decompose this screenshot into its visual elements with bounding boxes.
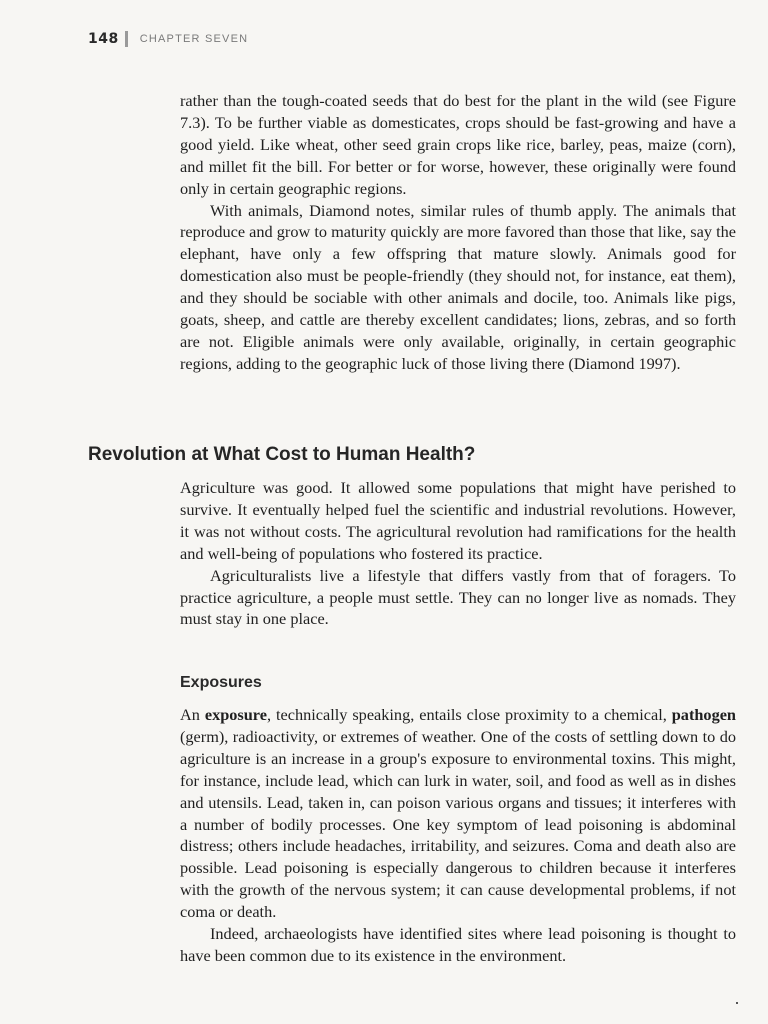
- paragraph: [180, 704, 736, 923]
- subsection-text: [180, 704, 736, 967]
- key-term-pathogen: pathogen: [671, 705, 736, 724]
- page-number: 148: [88, 31, 119, 47]
- section-heading: Revolution at What Cost to Human Health?: [88, 444, 476, 465]
- scan-mark: [736, 1002, 738, 1004]
- paragraph: Agriculture was good. It allowed some populations that might have perished to survive. It eventually helped fuel the scientific and industrial revolutions. However, it was not without costs. The agricultural revolution had ramifications for the health and well-being of populations who fostered its practice.: [180, 478, 736, 563]
- header-divider: [125, 31, 128, 47]
- chapter-label: CHAPTER SEVEN: [139, 33, 249, 45]
- section-text: [180, 477, 736, 630]
- subsection-heading: Exposures: [180, 674, 262, 691]
- paragraph: With animals, Diamond notes, similar rules of thumb apply. The animals that reproduce and grow to maturity quickly are more favored than those that like, say the elephant, have only a few offspring that mature slowly. Animals good for domestication also must be people-friendly (they should not, for instance, eat them), and they should be sociable with other animals and docile, too. Animals like pigs, goats, sheep, and cattle are thereby excellent candidates; lions, zebras, and so forth are not. Eligible animals were only available, originally, in certain geographic regions, adding to the geographic luck of those living there (Diamond 1997).: [180, 200, 736, 373]
- paragraph: Indeed, archaeologists have identified sites where lead poisoning is thought to have been common due to its existence in the environment.: [180, 924, 736, 965]
- running-head: [88, 31, 248, 47]
- text-run: An: [180, 705, 205, 724]
- paragraph: Agriculturalists live a lifestyle that differs vastly from that of foragers. To practice agriculture, a people must settle. They can no longer live as nomads. They must stay in one place.: [180, 565, 736, 629]
- key-term-exposure: exposure: [204, 705, 267, 724]
- continued-text: [180, 90, 736, 375]
- paragraph: rather than the tough-coated seeds that do best for the plant in the wild (see Figure 7.3). To be further viable as domesticates, crops should be fast-growing and have a good yield. Like wheat, other seed grain crops like rice, barley, peas, maize (corn), and millet fit the bill. For better or for worse, however, these originally were found only in certain geographic regions.: [180, 91, 736, 198]
- text-run: (germ), radioactivity, or extremes of weather. One of the costs of settling down to do agriculture is an increase in a group's exposure to environmental toxins. This might, for instance, include lead, which can lurk in water, soil, and food as well as in dishes and utensils. Lead, taken in, can poison various organs and tissues; it interferes with a number of bodily processes. One key symptom of lead poisoning is abdominal distress; others include headaches, irritability, and seizures. Coma and death also are possible. Lead poisoning is especially dangerous to children because it interferes with the growth of the nervous system; it can cause developmental problems, if not coma or death.: [180, 726, 736, 922]
- text-run: , technically speaking, entails close proximity to a chemical,: [266, 705, 672, 724]
